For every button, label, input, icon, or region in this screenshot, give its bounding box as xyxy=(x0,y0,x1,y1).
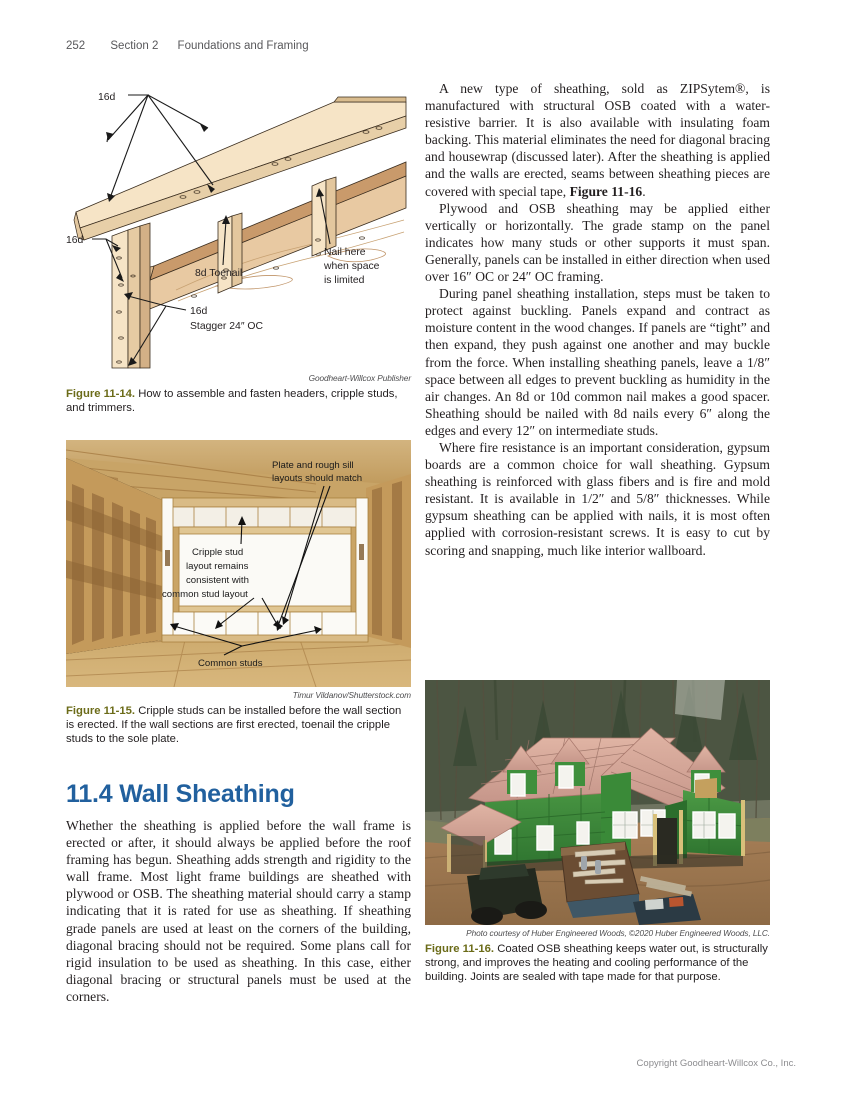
figure-11-16 xyxy=(425,680,770,984)
running-head xyxy=(66,40,766,52)
section-heading: 11.4 Wall Sheathing xyxy=(66,780,295,808)
figure-11-15-caption xyxy=(66,704,411,746)
annotation-cripple-line3: consistent with xyxy=(186,575,249,586)
left-column-text xyxy=(66,780,411,1005)
annotation-cripple-line1: Cripple stud xyxy=(192,547,244,558)
annotation-nail-here-line2: when space xyxy=(324,261,380,272)
figure-11-14-caption xyxy=(66,387,411,415)
figure-11-14-label: Figure 11-14. xyxy=(66,388,136,400)
figure-11-15-photo xyxy=(66,440,411,687)
annotation-nail-here-line1: Nail here xyxy=(324,247,366,258)
figure-11-16-photo xyxy=(425,680,770,925)
figure-reference-11-16: Figure 11-16 xyxy=(569,183,643,199)
right-paragraph-2: Plywood and OSB sheathing may be applied either vertically or horizontally. The grade stamp on the panel indicates how many studs or other supports it must span. Generally, panels can be installed in either direction when used over 16″ OC or 24″ OC framing. xyxy=(425,200,770,285)
right-paragraph-4: Where fire resistance is an important consideration, gypsum boards are a common choice for wall sheathing. Gypsum sheathing is reinforced with glass fibers and is fire and mold resistant. It is available in 1/2″ and 5/8″ thicknesses. While gypsum sheathing can be applied with nails, it is most often applied with corrosion-resistant screws. It is easy to cut by scoring and snapping, much like interior wallboard. xyxy=(425,439,770,558)
annotation-cripple-line4: common stud layout xyxy=(162,589,248,600)
figure-11-14-caption-text: How to assemble and fasten headers, cripple studs, and trimmers. xyxy=(66,388,398,414)
figure-11-16-caption xyxy=(425,942,770,984)
annotation-8d-toenail: 8d Toenail xyxy=(195,268,243,279)
footer-copyright: Copyright Goodheart-Willcox Co., Inc. xyxy=(636,1058,796,1069)
annotation-plate-line2: layouts should match xyxy=(272,473,363,484)
annotation-stagger-line1: 16d xyxy=(190,306,208,317)
figure-11-14-credit: Goodheart-Willcox Publisher xyxy=(308,373,411,383)
right-paragraph-1-b: . xyxy=(642,183,646,199)
annotation-16d-top: 16d xyxy=(98,92,116,103)
right-paragraph-1 xyxy=(425,80,770,200)
right-paragraph-3: During panel sheathing installation, steps must be taken to protect against buckling. Panels expand and contract as moisture content in the wood changes. If panels are “tight” and then expand, they push against one another and may buckle from the force. When installing sheathing panels, leave a 1/8″ space between all edges to prevent buckling as humidity in the air changes. An 8d or 10d common nail makes a good spacer. Sheathing should be nailed with 8d nails every 6″ along the edges and every 12″ on intermediate studs. xyxy=(425,286,770,438)
annotation-stagger-line2: Stagger 24″ OC xyxy=(190,321,263,332)
figure-11-15 xyxy=(66,440,411,746)
section-title: Foundations and Framing xyxy=(177,40,309,52)
figure-11-14-illustration xyxy=(66,80,411,370)
figure-11-15-label: Figure 11-15. xyxy=(66,705,136,717)
figure-11-14 xyxy=(66,80,411,415)
figure-11-16-credit: Photo courtesy of Huber Engineered Woods, ©2020 Huber Engineered Woods, LLC. xyxy=(466,928,770,938)
page-number: 252 xyxy=(66,40,86,52)
annotation-plate-line1: Plate and rough sill xyxy=(272,460,354,471)
right-paragraph-1-a: A new type of sheathing, sold as ZIPSytem®, is manufactured with structural OSB coated with a water-resistive barrier. It is also available with insulating foam backing. This material eliminates the need for diagonal bracing and housewrap (discussed later). After the sheathing is applied and the walls are erected, seams between sheathing pieces are covered with special tape, xyxy=(425,81,770,199)
annotation-16d-left: 16d xyxy=(66,235,84,246)
figure-11-16-label: Figure 11-16. xyxy=(425,943,495,955)
section-number: Section 2 xyxy=(110,40,159,52)
figure-11-15-caption-text: Cripple studs can be installed before the wall section is erected. If the wall sections are first erected, toenail the cripple studs to the sole plate. xyxy=(66,705,402,745)
right-column-text xyxy=(425,80,770,559)
figure-11-15-credit: Timur Vildanov/Shutterstock.com xyxy=(292,690,411,700)
annotation-nail-here-line3: is limited xyxy=(324,275,365,286)
annotation-cripple-line2: layout remains xyxy=(186,561,249,572)
figure-11-16-caption-text: Coated OSB sheathing keeps water out, is structurally strong, and improves the heating and cooling performance of the building. Joints are sealed with tape made for that purpose. xyxy=(425,943,768,983)
left-paragraph-1: Whether the sheathing is applied before the wall frame is erected or after, it should always be applied before the roof framing has begun. Sheathing adds strength and rigidity to the wall frame. Most light frame buildings are sheathed with plywood or OSB. The sheathing material should carry a stamp indicating that it is rated for use as sheathing. If sheathing grade panels are used at least on the corners of the building, diagonal bracing should not be required. Some plans call for rigid insulation to be used as sheathing. In this case, either diagonal bracing or structural panels must be used at the corners. xyxy=(66,818,411,1004)
annotation-common-studs: Common studs xyxy=(198,658,263,669)
